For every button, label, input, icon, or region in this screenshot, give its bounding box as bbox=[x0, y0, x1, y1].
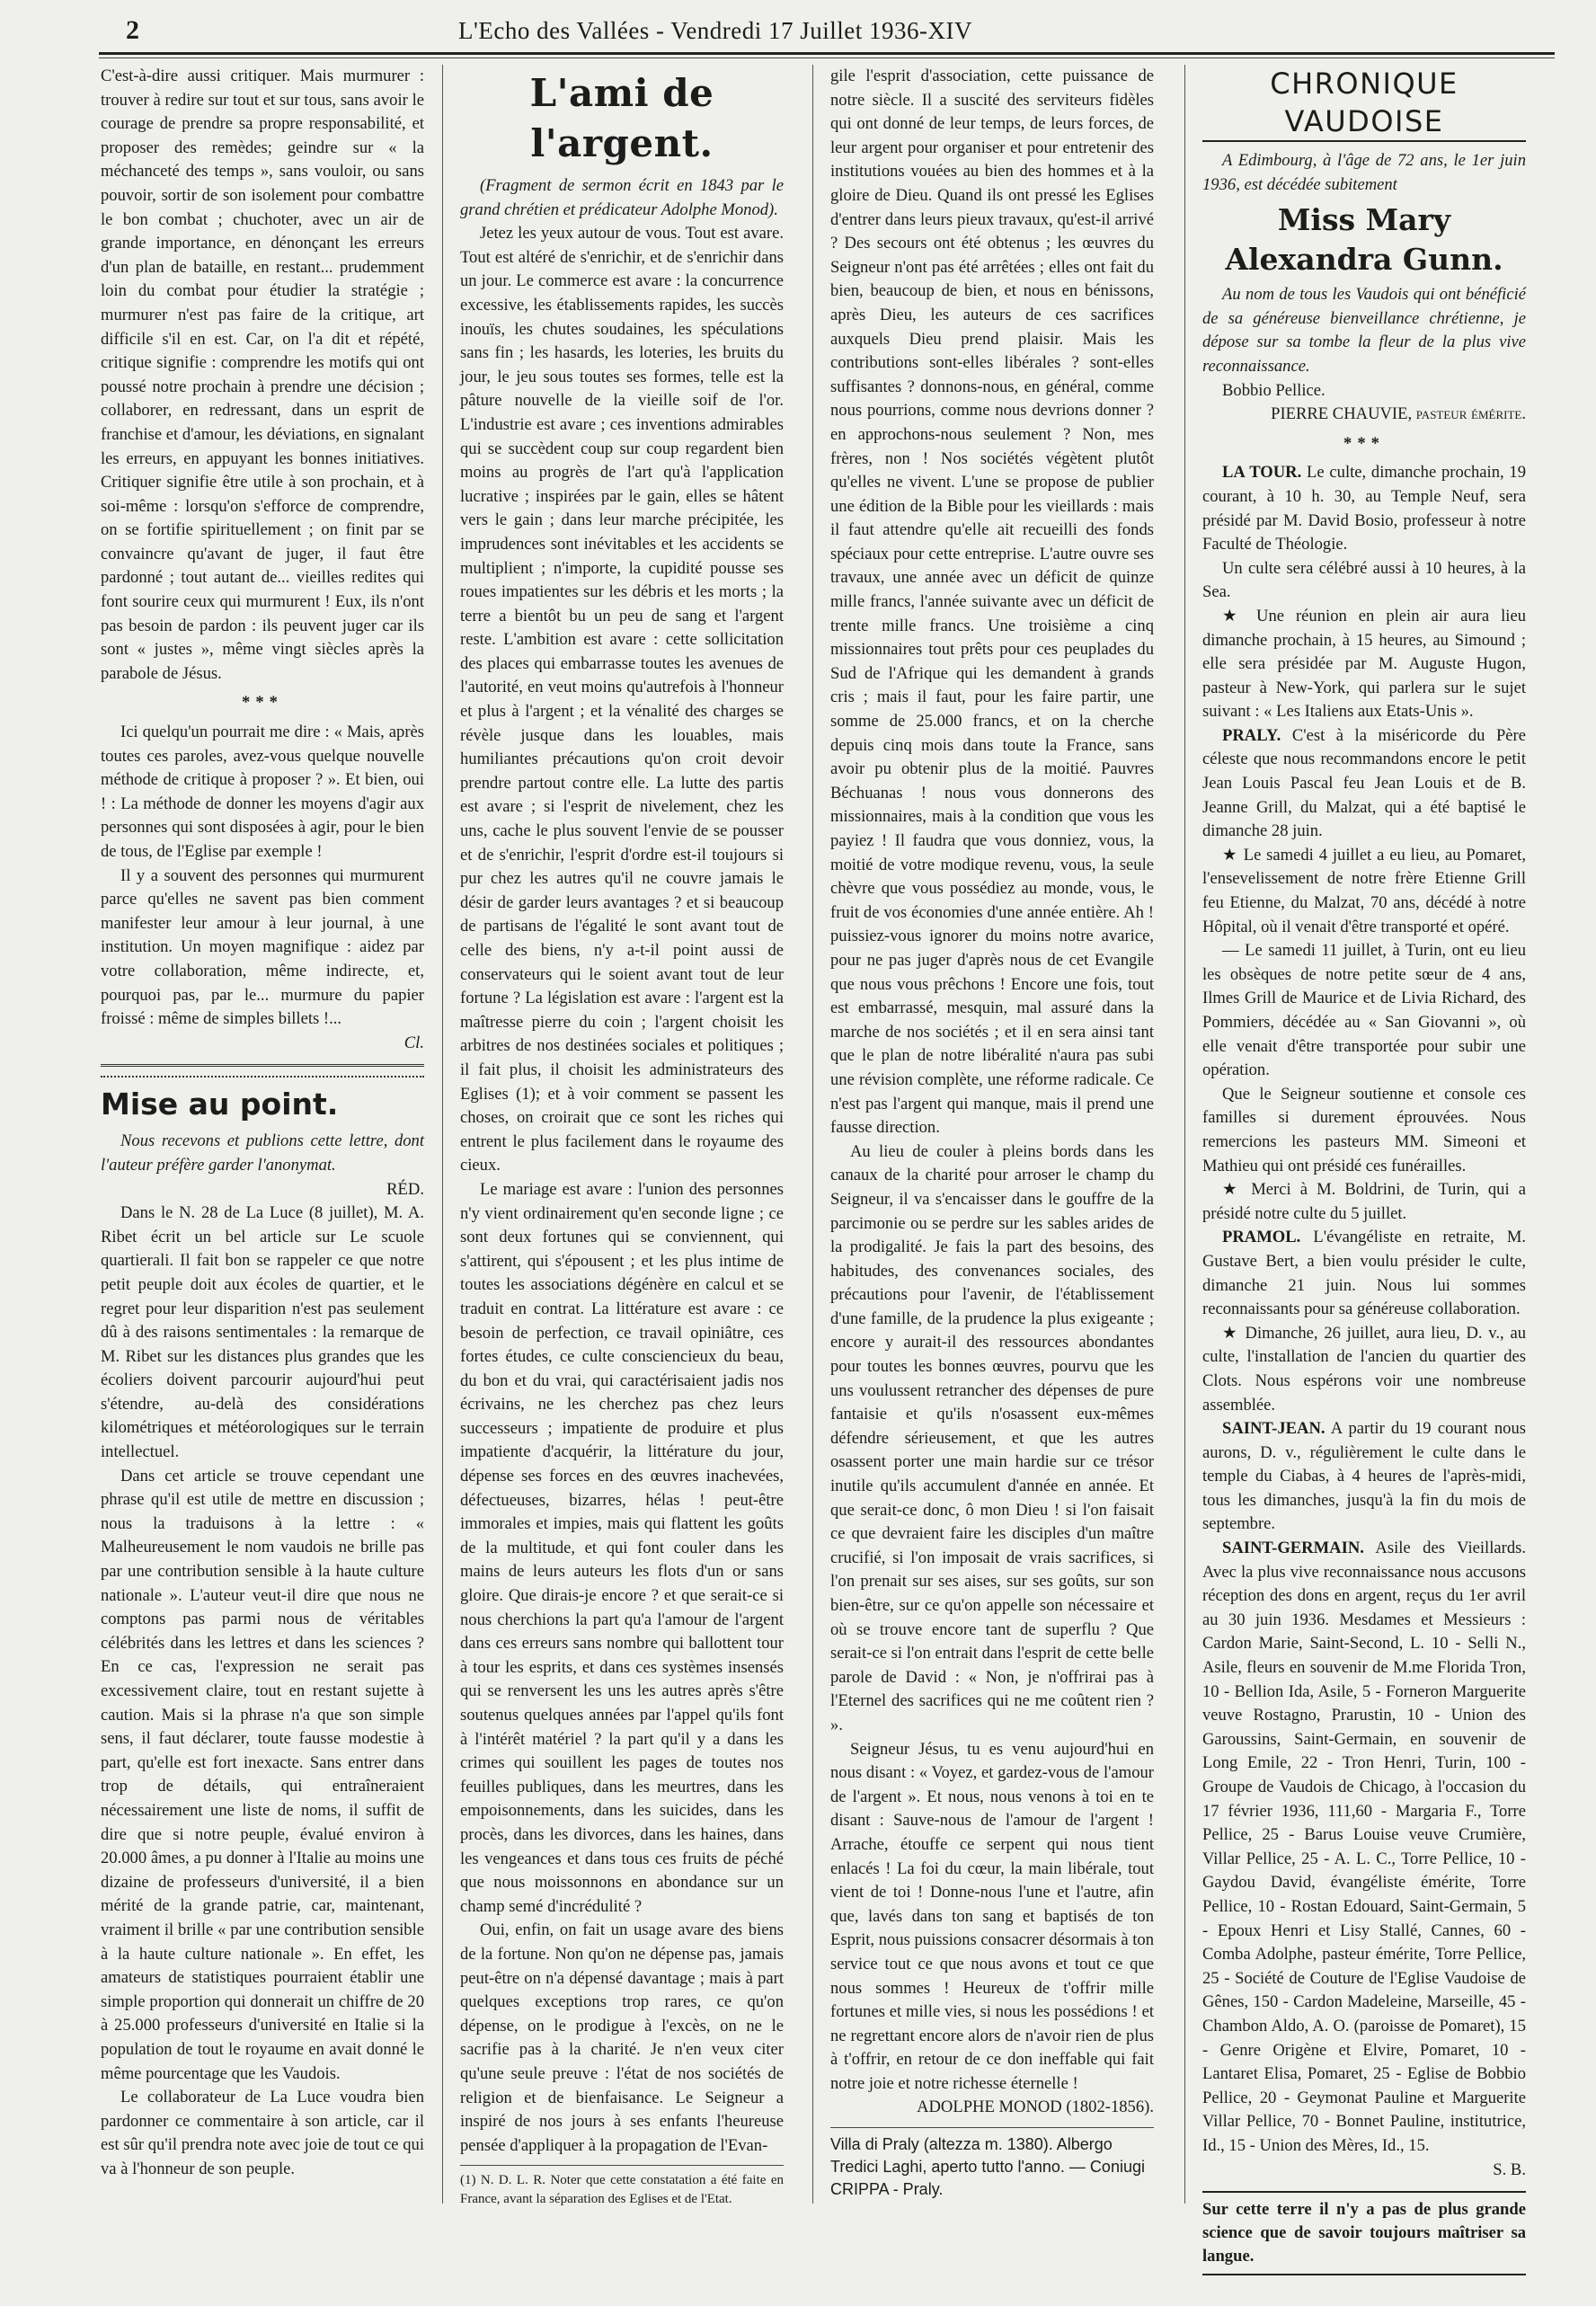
chronicle-text: ★ Dimanche, 26 juillet, aura lieu, D. v., au culte, l'installation de l'ancien du quartier des Clots. Nous espérons voir une nombreuse assemblée. bbox=[1202, 1323, 1526, 1415]
column-divider bbox=[1184, 65, 1185, 2204]
article-paragraph: Seigneur Jésus, tu es venu aujourd'hui en nous disant : « Voyez, et gardez-vous de l'amour de l'argent ». Et nous, nous venons à toi en te disant : Sauve-nous de l'amour de l'argent ! Arrache, étouffe ce serpent qui nous tient enlacés ! La foi du cœur, la main libérale, tout vient de toi ! Donne-nous l'une et l'autre, afin que, lavés dans ton sang et baptisés de ton Esprit, nous puissions consacrer désormais à ton service tout ce que nous avons et tout ce que nous sommes ! Heureux de t'offrir mille fortunes et mille vies, si nous les possédions ! et ne regrettant encore alors de n'avoir rien de plus à t'offrir, en retour de ce don ineffable qui fait notre joie et notre richesse éternelle ! bbox=[830, 1739, 1154, 2093]
dek-signature: RÉD. bbox=[386, 1179, 424, 1199]
death-notice-name: Miss Mary Alexandra Gunn. bbox=[1225, 202, 1503, 278]
chronicle-text: Asile des Vieillards. Avec la plus vive reconnaissance nous accusons réception des dons en argent, reçus du 1er avril au 30 juin 1936. Mesdames et Messieurs : Cardon Marie, Saint-Second, L. 10 - Selli N., Asile, fleurs en souvenir de M.me Florida Tron, 10 - Bellion Ida, Asile, 5 - Forneron Marguerite veuve Rostagno, Prarustin, 10 - Union des Garoussins, Saint-Germain, en souvenir de Long Emile, 22 - Tron Henri, Turin, 100 - Groupe de Vaudois de Chicago, à l'occasion du 17 février 1936, 111,60 - Margaria F., Torre Pellice, 25 - Barus Louise veuve Crumière, Villar Pellice, 25 - A. L. C., Torre Pellice, 10 - Gaydou David, évangéliste émérite, Torre Pellice, 10 - Rostan Edouard, Saint-Germain, 5 - Epoux Henri et Lisy Stallé, Cannes, 60 - Comba Adolphe, pasteur émérite, Torre Pellice, 25 - Société de Couture de l'Eglise Vaudoise de Gênes, 150 - Cardon Madeleine, Marseille, 45 - Chambon Aldo, A. O. (paroisse de Pomaret), 15 - Genre Origène et Elvire, Pomaret, 10 - Lantaret Elisa, Pomaret, 25 - Eglise de Bobbio Pellice, 20 - Geymonat Pauline et Marguerite Villar Pellice, 70 - Bonnet Pauline, institutrice, Id., 15 - Union des Mères, Id., 15. bbox=[1202, 1539, 1526, 2155]
article-signature: ADOLPHE MONOD (1802-1856). bbox=[917, 2098, 1154, 2117]
article-signature: Cl. bbox=[403, 1033, 424, 1052]
article-dek: Nous recevons et publions cette lettre, dont l'auteur préfère garder l'anonymat. bbox=[101, 1131, 424, 1175]
article-paragraph: Il y a souvent des personnes qui murmurent parce qu'elles ne savent pas bien comment manifester leur amour à leur journal, à une institution. Un moyen magnifique : aidez par votre collaboration, même indirecte, et, pourquoi pas, par le... murmure du papier froissé : même de simples billets !... bbox=[101, 865, 424, 1029]
article-dek: (Fragment de sermon écrit en 1843 par le grand chrétien et prédicateur Adolphe Monod). bbox=[460, 176, 784, 219]
chronicle-item bbox=[1202, 1537, 1526, 2158]
chronicle-place: PRAMOL. bbox=[1222, 1228, 1301, 1247]
article-heading: Mise au point. bbox=[101, 1086, 339, 1122]
chronicle-item bbox=[1202, 1322, 1526, 1417]
column-divider bbox=[812, 65, 813, 2204]
chronicle-text: Le culte, dimanche prochain, 19 courant, à 10 h. 30, au Temple Neuf, sera présidé par M. David Bosio, professeur à notre Faculté de Théologie. bbox=[1202, 463, 1527, 554]
chronicle-item bbox=[1202, 939, 1526, 1083]
column-2 bbox=[460, 65, 784, 2207]
chronicle-item bbox=[1202, 461, 1526, 556]
chronicle-item bbox=[1202, 1417, 1526, 1537]
chronicle-text: — Le samedi 11 juillet, à Turin, ont eu lieu les obsèques de notre petite sœur de 4 ans, Ilmes Grill de Maurice et de Livia Richard, des Pommiers, décédée au « San Giovanni », où elle venait d'être transportée pour subir une opération. bbox=[1202, 941, 1526, 1080]
chronicle-item bbox=[1202, 1083, 1526, 1178]
chronicle-item bbox=[1202, 605, 1526, 724]
footnote: (1) N. D. L. R. Noter que cette constatation a été faite en France, avant la séparation des Eglises et de l'Etat. bbox=[460, 2165, 784, 2209]
ornamental-rule bbox=[101, 1064, 424, 1078]
chronicle-signature: S. B. bbox=[1493, 2160, 1526, 2179]
column-1 bbox=[101, 65, 424, 2195]
section-stars: *** bbox=[242, 693, 283, 713]
chronicle-text: ★ Le samedi 4 juillet a eu lieu, au Pomaret, l'ensevelissement de notre frère Etienne Grill feu Etienne, du Malzat, 70 ans, décédé à notre Hôpital, où il venait d'être transporté et opéré. bbox=[1202, 845, 1526, 936]
chronicle-place: LA TOUR. bbox=[1222, 463, 1302, 483]
masthead-title: L'Echo des Vallées - Vendredi 17 Juillet 1936-XIV bbox=[458, 17, 973, 44]
masthead bbox=[99, 11, 1555, 50]
chronicle-item bbox=[1202, 557, 1526, 605]
article-paragraph: Oui, enfin, on fait un usage avare des biens de la fortune. Non qu'on ne dépense pas, jamais peut-être on n'a dépensé davantage ; mais à part quelques exceptions trop rares, ce qu'on dépense, on le prodigue à l'excès, on ne le sacrifie pas à la charité. Je n'en veux citer qu'une seule preuve : l'état de nos sociétés de religion et de bienfaisance. Le Seigneur a inspiré de nos jours à ses enfants l'heureuse pensée d'appliquer à la propagation de l'Evan- bbox=[460, 1920, 784, 2155]
chronicle-item bbox=[1202, 1226, 1526, 1321]
section-stars: *** bbox=[1343, 433, 1385, 453]
chronicle-text: A partir du 19 courant nous aurons, D. v., régulièrement le culte dans le temple du Ciabas, à 4 heures de l'après-midi, tous les dimanches, jusqu'à la fin du mois de septembre. bbox=[1202, 1419, 1526, 1534]
page-number: 2 bbox=[126, 15, 139, 45]
chronicle-item bbox=[1202, 844, 1526, 939]
column-3 bbox=[830, 65, 1154, 2199]
article-paragraph: gile l'esprit d'association, cette puissance de notre siècle. Il a suscité des serviteurs fidèles qui ont donné de leur temps, de leurs forces, de leur argent pour organiser et pour entretenir des institutions vouées au bien des hommes et à la gloire de Dieu. Quand ils ont pressé les Eglises d'entrer dans leurs pieux travaux, qu'est-il arrivé ? Des secours ont été obtenus ; les œuvres du Seigneur n'ont pas été arrêtées ; elles ont fait du bien, beaucoup de bien, et nous en bénissons, après Dieu, les auteurs de ces sacrifices auxquels Dieu prend plaisir. Mais les contributions sont-elles libérales ? sont-elles suffisantes ? donnons-nous, en général, comme nous pourrions, comme nous devrions donner ? en approchons-nous seulement ? Non, mes frères, non ! Nos sociétés végètent plutôt qu'elles ne vivent. L'une se propose de publier une édition de la Bible pour les vieillards : mais il faut attendre qu'elle ait recueilli des fonds spéciaux pour cette entreprise. L'autre ouvre ses travaux, une année avec un déficit de quinze mille francs, l'année suivante avec un déficit de trente mille francs. Une troisième a cinq missionnaires tout prêts pour ces peuplades du Sud de l'Afrique qui les demandent à grands cris ; mais il faut, pour les faire partir, une somme de 25.000 francs, et on la cherche depuis cinq mois dans toute la France, sans avoir pu obtenir plus de la moitié. Pauvres Béchuanas ! nous vous donnerons des missionnaires, mais à la condition que vous les payiez ! Il faudra que vous donniez, vous, la moitié de votre modique revenu, vous, la seule chèvre que vous possédiez au monde, vous, le fruit de vos économies d'une année entière. Ah ! puissiez-vous ignorer du moins notre avarice, pour ne pas juger d'après nous de cet Evangile que nous vous prêchons ! Encore une fois, tout est embarrassé, mesquin, mal assuré dans la marche de nos sociétés ; et il en sera ainsi tant que le plan de notre libéralité n'aura pas subi une révision complète, une réforme radicale. Ce n'est pas l'argent qui manque, mais il prend une fausse direction. bbox=[830, 67, 1154, 1138]
article-paragraph: Dans le N. 28 de La Luce (8 juillet), M. A. Ribet écrit un bel article sur Le scuole quartierali. Il fait bon se rappeler ce que notre petit peuple doit aux écoles de quartier, et le regret pour leur disparition n'est pas seulement dû à des raisons sentimentales : la remarque de M. Ribet sur les distances plus grandes que les écoliers doivent parcourir aujourd'hui peut s'étendre, au-delà des considérations kilométriques et météorologiques sur le terrain intellectuel. bbox=[101, 1203, 424, 1462]
chronicle-items bbox=[1202, 461, 1526, 2158]
chronicle-text: C'est à la miséricorde du Père céleste que nous recommandons encore le petit Jean Louis Pascal feu Jean Louis et de B. Jeanne Grill, du Malzat, qui a été baptisé le dimanche 28 juin. bbox=[1202, 725, 1526, 841]
closing-note: Sur cette terre il n'y a pas de plus grande science que de savoir toujours maîtriser sa langue. bbox=[1202, 2191, 1526, 2275]
death-notice-intro: A Edimbourg, à l'âge de 72 ans, le 1er juin 1936, est décédée subitement bbox=[1202, 151, 1526, 194]
article-paragraph: Ici quelqu'un pourrait me dire : « Mais, après toutes ces paroles, avez-vous quelque nouvelle méthode de critique à proposer ? ». Et bien, oui ! : La méthode de donner les moyens d'agir aux personnes qui sont disposées à agir, pour le bien de tous, de l'Eglise par exemple ! bbox=[101, 723, 424, 861]
chronicle-place: SAINT-GERMAIN. bbox=[1222, 1539, 1364, 1558]
section-heading: CHRONIQUE VAUDOISE bbox=[1202, 65, 1526, 142]
chronicle-item bbox=[1202, 724, 1526, 844]
chronicle-text: ★ Une réunion en plein air aura lieu dimanche prochain, à 15 heures, au Simound ; elle sera présidée par M. Auguste Hugon, pasteur à New-York, qui parlera sur le sujet suivant : « Les Italiens aux Etats-Unis ». bbox=[1202, 606, 1526, 722]
advertisement: Villa di Praly (altezza m. 1380). Albergo Tredici Laghi, aperto tutto l'anno. — Coniugi CRIPPA - Praly. bbox=[830, 2127, 1154, 2201]
article-paragraph: Dans cet article se trouve cependant une phrase qu'il est utile de mettre en discussion ; nous la traduisons à la lettre : « Malheureusement le nom vaudois ne brille pas par une contribution sensible à la haute culture nationale ». L'auteur veut-il dire que nous ne comptons pas parmi nous de véritables célébrités dans les lettres et dans les sciences ? En ce cas, l'expression ne serait pas excessivement claire, tout en restant sujette à caution. Mais si la phrase n'a que son simple sens, il faut déclarer, toute fausse modestie à part, qu'elle est fort inexacte. Sans entrer dans trop de détails, qui entraîneraient nécessairement une liste de noms, il suffit de dire que si notre peuple, évalué environ à 20.000 âmes, a pu donner à l'Italie au moins une dizaine de professeurs d'université, il a bien mérité de la grande patrie, car, maintenant, vraiment il brille « par une contribution sensible à la haute culture nationale ». En effet, les amateurs de statistiques pourraient établir une simple proportion qui donnerait un chiffre de 20 à 25.000 professeurs d'université en Italie si la population de tout le royaume en avait donné le même pourcentage que les Vaudois. bbox=[101, 1466, 424, 2083]
chronicle-place: SAINT-JEAN. bbox=[1222, 1419, 1326, 1439]
article-paragraph: Le collaborateur de La Luce voudra bien pardonner ce commentaire à son article, car il est sûr qu'il prendra note avec joie de tout ce qui va à l'honneur de son peuple. bbox=[101, 2088, 424, 2178]
article-paragraph: Au lieu de couler à pleins bords dans les canaux de la charité pour arroser le champ du Seigneur, il va s'encaisser dans le gouffre de la parcimonie ou se perdre sur les sables arides de la prodigalité. Je fais la part des besoins, des habitudes, des convenances sociales, des précautions pour l'avenir, de l'établissement d'une famille, de la prudence la plus exigeante ; encore y aurait-il des ressources abondantes pour toutes les bonnes œuvres, pourvu que les uns voulussent retrancher des dépenses de pure fantaisie et qu'ils n'osassent eux-mêmes défendre sérieusement, et que les autres osassent porter une main hardie sur ce trésor inutile qu'ils accumulent d'année en année. Et que serait-ce donc, ô mon Dieu ! si l'on faisait ce que devraient faire les disciples d'un maître crucifié, si l'on imposait de vrais sacrifices, si l'on prenait sur ses aises, sur ses goûts, sur son bien-être, sur ce qu'on appelle son nécessaire et où se trouve encore tant de superflu ? Que serait-ce si l'on entrait dans l'esprit de cette belle parole de David : « Non, je n'offrirai pas à l'Eternel des sacrifices qui ne me coûtent rien ? ». bbox=[830, 1141, 1154, 1734]
chronicle-item bbox=[1202, 1178, 1526, 1226]
chronicle-text: Que le Seigneur soutienne et console ces familles si durement éprouvées. Nous remercions les pasteurs MM. Simeoni et Mathieu qui ont présidé ces funérailles. bbox=[1202, 1084, 1526, 1175]
death-notice-text: Au nom de tous les Vaudois qui ont bénéficié de sa généreuse bienveillance chrétienne, je dépose sur sa tombe la fleur de la plus vive reconnaissance. bbox=[1202, 285, 1526, 376]
column-divider bbox=[442, 65, 443, 2204]
chronicle-text: ★ Merci à M. Boldrini, de Turin, qui a présidé notre culte du 5 juillet. bbox=[1202, 1180, 1526, 1223]
article-paragraph: C'est-à-dire aussi critiquer. Mais murmurer : trouver à redire sur tout et sur tous, sans avoir le courage de prendre sa propre responsabilité, et proposer des remèdes; geindre sur « la méchanceté des temps », sans vouloir, ou sans pouvoir, sortir de son isolement pour combattre le bon combat ; chuchoter, avec un air de grande importance, en dénonçant les erreurs d'un plan de bataille, en restant... prudemment loin du combat pour étudier la stratégie ; murmurer n'est pas faire de la critique, art difficile s'il en est. Car, on l'a dit et répété, critique signifie : comprendre les motifs qui ont poussé notre prochain à prendre une décision ; collaborer, en redressant, dans un esprit de franchise et d'amour, les déviations, en signalant les erreurs, en appuyant les bonnes initiatives. Critiquer signifie être utile à son prochain, et à soi-même : lorsqu'on s'efforce de comprendre, on se fortifie spirituellement ; on finit par se convaincre qu'avant de juger, il faut être pardonné ; tout autant de... vieilles redites qui font sourire ceux qui murmurent ! Eux, ils n'ont pas besoin de pardon : ils peuvent juger car ils sont « justes », même vingt siècles après la parabole de Jésus. bbox=[101, 67, 424, 683]
top-rule bbox=[99, 52, 1555, 55]
chronicle-text: L'évangéliste en retraite, M. Gustave Bert, a bien voulu présider le culte, dimanche 21 juin. Nous lui sommes reconnaissants pour sa généreuse collaboration. bbox=[1202, 1228, 1526, 1319]
article-paragraph: Le mariage est avare : l'union des personnes n'y vient ordinairement qu'en seconde ligne ; ce sont deux fortunes qui se conviennent, qui s'attirent, qui s'épousent ; et les plus intime de toutes les associations dégénère en calcul et se traduit en contrat. La littérature est avare : ce besoin de perfection, ce travail opiniâtre, ces fortes études, ce culte consciencieux du beau, du bon et du vrai, qui caractérisaient jadis nos écrivains, ne les cherchez pas chez leurs successeurs ; impatiente de produire et plus impatiente d'acquérir, la littérature du jour, dépense ses forces en des œuvres inachevées, défectueuses, bizarres, hélas ! peut-être immorales et impies, mais qui flattent les goûts de la multitude, et qui font couler dans les mains de leurs auteurs les flots d'un or sans gloire. Que dirais-je encore ? et que serait-ce si nous cherchions la part qu'a l'amour de l'argent dans ces erreurs sans nombre qui ballottent tour à tour les esprits, et dans ces systèmes insensés qui se renversent les uns les autres après s'être soutenus quelques années par l'appel qu'ils font à l'intérêt matériel ? la part qu'il y a dans les crimes qui souillent les pages de toutes nos feuilles publiques, dans les meurtres, dans les empoisonnements, dans les suicides, dans les procès, dans les divorces, dans les haines, dans les vengeances et dans tous ces fruits de péché que nous moissonnons en abondance sur un champ semé d'incrédulité ? bbox=[460, 1179, 784, 1916]
chronicle-text: Un culte sera célébré aussi à 10 heures, à la Sea. bbox=[1202, 558, 1526, 602]
article-paragraph: Jetez les yeux autour de vous. Tout est avare. Tout est altéré de s'enrichir, et de s'enrichir dans un jour. Le commerce est avare : la concurrence excessive, les établissements rapides, les succès inouïs, les chutes soudaines, les spéculations sans fin ; les hasards, les loteries, les bruits du jour, le jeu sous toutes ses formes, telle est la pâture nouvelle de la vieille soif de l'or. L'industrie est avare ; ces inventions admirables qui se succèdent coup sur coup regardent bien moins au progrès de l'art qu'à l'application lucrative ; inspirées par le gain, elles se hâtent vers le gain ; dans leur marche précipitée, les imprudences sont inévitables et les accidents se multiplient ; n'importe, la cupidité pousse ses roues impatientes sur les débris et les morts ; la terre a bientôt bu un peu de sang et l'argent reste. L'ambition est avare : cette sollicitation des places qui embarrasse toutes les avenues de l'autorité, en veut moins qu'autrefois à l'honneur et plus à l'argent ; et la vénalité des charges se révèle jusque dans les louables, mais humiliantes précautions qu'on croit devoir prendre partout contre elle. La lutte des partis est avare ; si l'esprit de nivelement, chez les uns, cache le plus souvent l'envie de se pousser et de s'enrichir, l'esprit d'ordre est-il toujours si pur chez les autres qu'il ne couvre jamais le désir de garder leurs avantages ? et si beaucoup de partisans de l'égalité le sont avant tout de celle des biens, n'y a-t-il point aussi de conservateurs qui le soient avant tout de leur fortune ? La législation est avare : l'argent est la maîtresse pierre du coin ; l'argent choisit les arbitres de nos destinées sociales et politiques ; il fait plus, il choisit les administrateurs des Eglises (1); et à voir comment se passent les choses, on croirait que ce sont les riches qui entrent le plus facilement dans le royaume des cieux. bbox=[460, 224, 784, 1175]
chronicle-place: PRALY. bbox=[1222, 725, 1281, 745]
column-4 bbox=[1202, 65, 1527, 2266]
death-notice-place: Bobbio Pellice. bbox=[1222, 380, 1326, 400]
article-heading: L'ami de l'argent. bbox=[529, 71, 714, 165]
death-notice-signature: PIERRE CHAUVIE, pasteur émérite. bbox=[1271, 404, 1526, 424]
